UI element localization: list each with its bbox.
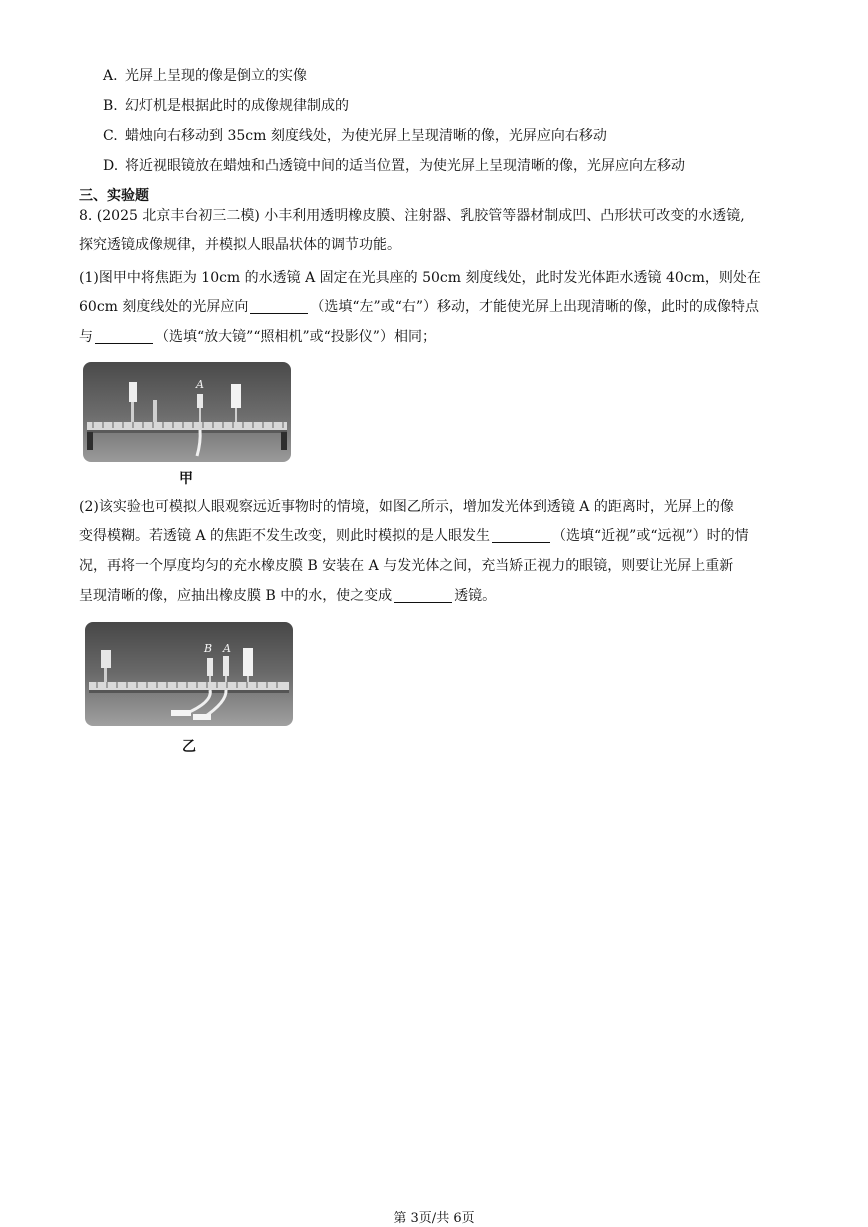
part2-line4 xyxy=(79,586,496,606)
part2-line4-start: 呈现清晰的像，应抽出橡皮膜 B 中的水，使之变成 xyxy=(79,588,393,604)
option-text: 蜡烛向右移动到 35cm 刻度线处，为使光屏上呈现清晰的像，光屏应向右移动 xyxy=(125,128,607,144)
part2-line3: 况，再将一个厚度均匀的充水橡皮膜 B 安装在 A 与发光体之间，充当矫正视力的眼镜，则要让光屏上重新 xyxy=(79,558,734,574)
part2-line2 xyxy=(79,526,749,546)
answer-blank-3[interactable] xyxy=(492,528,550,543)
figure-jia-photo xyxy=(83,362,291,462)
option-letter: B. xyxy=(103,98,118,114)
option-b xyxy=(103,96,349,116)
option-a xyxy=(103,66,307,86)
lens-a-label: A xyxy=(196,378,204,391)
option-text: 光屏上呈现的像是倒立的实像 xyxy=(125,68,307,84)
option-letter: D. xyxy=(103,158,119,174)
part1-line3 xyxy=(79,327,436,347)
part1-line2-start: 60cm 刻度线处的光屏应向 xyxy=(79,299,249,315)
question-intro-line2: 探究透镜成像规律，并模拟人眼晶状体的调节功能。 xyxy=(79,237,401,253)
part1-line2-end: （选填“左”或“右”）移动，才能使光屏上出现清晰的像，此时的成像特点 xyxy=(310,299,760,315)
option-text: 幻灯机是根据此时的成像规律制成的 xyxy=(125,98,349,114)
section-title: 三、实验题 xyxy=(79,188,149,204)
part2-line1: (2)该实验也可模拟人眼观察远近事物时的情境，如图乙所示，增加发光体到透镜 A 的距离时，光屏上的像 xyxy=(79,499,734,515)
part1-line3-end: （选填“放大镜”“照相机”或“投影仪”）相同； xyxy=(155,329,436,345)
part2-line2-start: 变得模糊。若透镜 A 的焦距不发生改变，则此时模拟的是人眼发生 xyxy=(79,528,491,544)
question-intro-line1: 8. (2025 北京丰台初三二模) 小丰利用透明橡皮膜、注射器、乳胶管等器材制成凹、凸形状可改变的水透镜, xyxy=(79,208,745,224)
option-c xyxy=(103,126,607,146)
membrane-b-label: B xyxy=(203,642,213,655)
answer-blank-4[interactable] xyxy=(394,588,452,603)
page-footer: 第 3页/共 6页 xyxy=(393,1211,475,1226)
option-d xyxy=(103,156,685,176)
option-letter: A. xyxy=(103,68,118,84)
option-letter: C. xyxy=(103,128,118,144)
part1-line3-start: 与 xyxy=(79,329,93,345)
option-text: 将近视眼镜放在蜡烛和凸透镜中间的适当位置，为使光屏上呈现清晰的像，光屏应向左移动 xyxy=(125,158,685,174)
part1-line2 xyxy=(79,297,759,317)
answer-blank-2[interactable] xyxy=(95,329,153,344)
part2-line2-end: （选填“近视”或“远视”）时的情 xyxy=(552,528,749,544)
lens-a-label: A xyxy=(223,642,231,655)
answer-blank-1[interactable] xyxy=(250,299,308,314)
figure-yi-caption: 乙 xyxy=(182,739,196,755)
figure-jia-caption: 甲 xyxy=(179,471,193,487)
figure-yi-photo xyxy=(85,622,293,726)
part1-line1: (1)图甲中将焦距为 10cm 的水透镜 A 固定在光具座的 50cm 刻度线处，此时发光体距水透镜 40cm，则处在 xyxy=(79,270,761,286)
part2-line4-end: 透镜。 xyxy=(454,588,497,604)
